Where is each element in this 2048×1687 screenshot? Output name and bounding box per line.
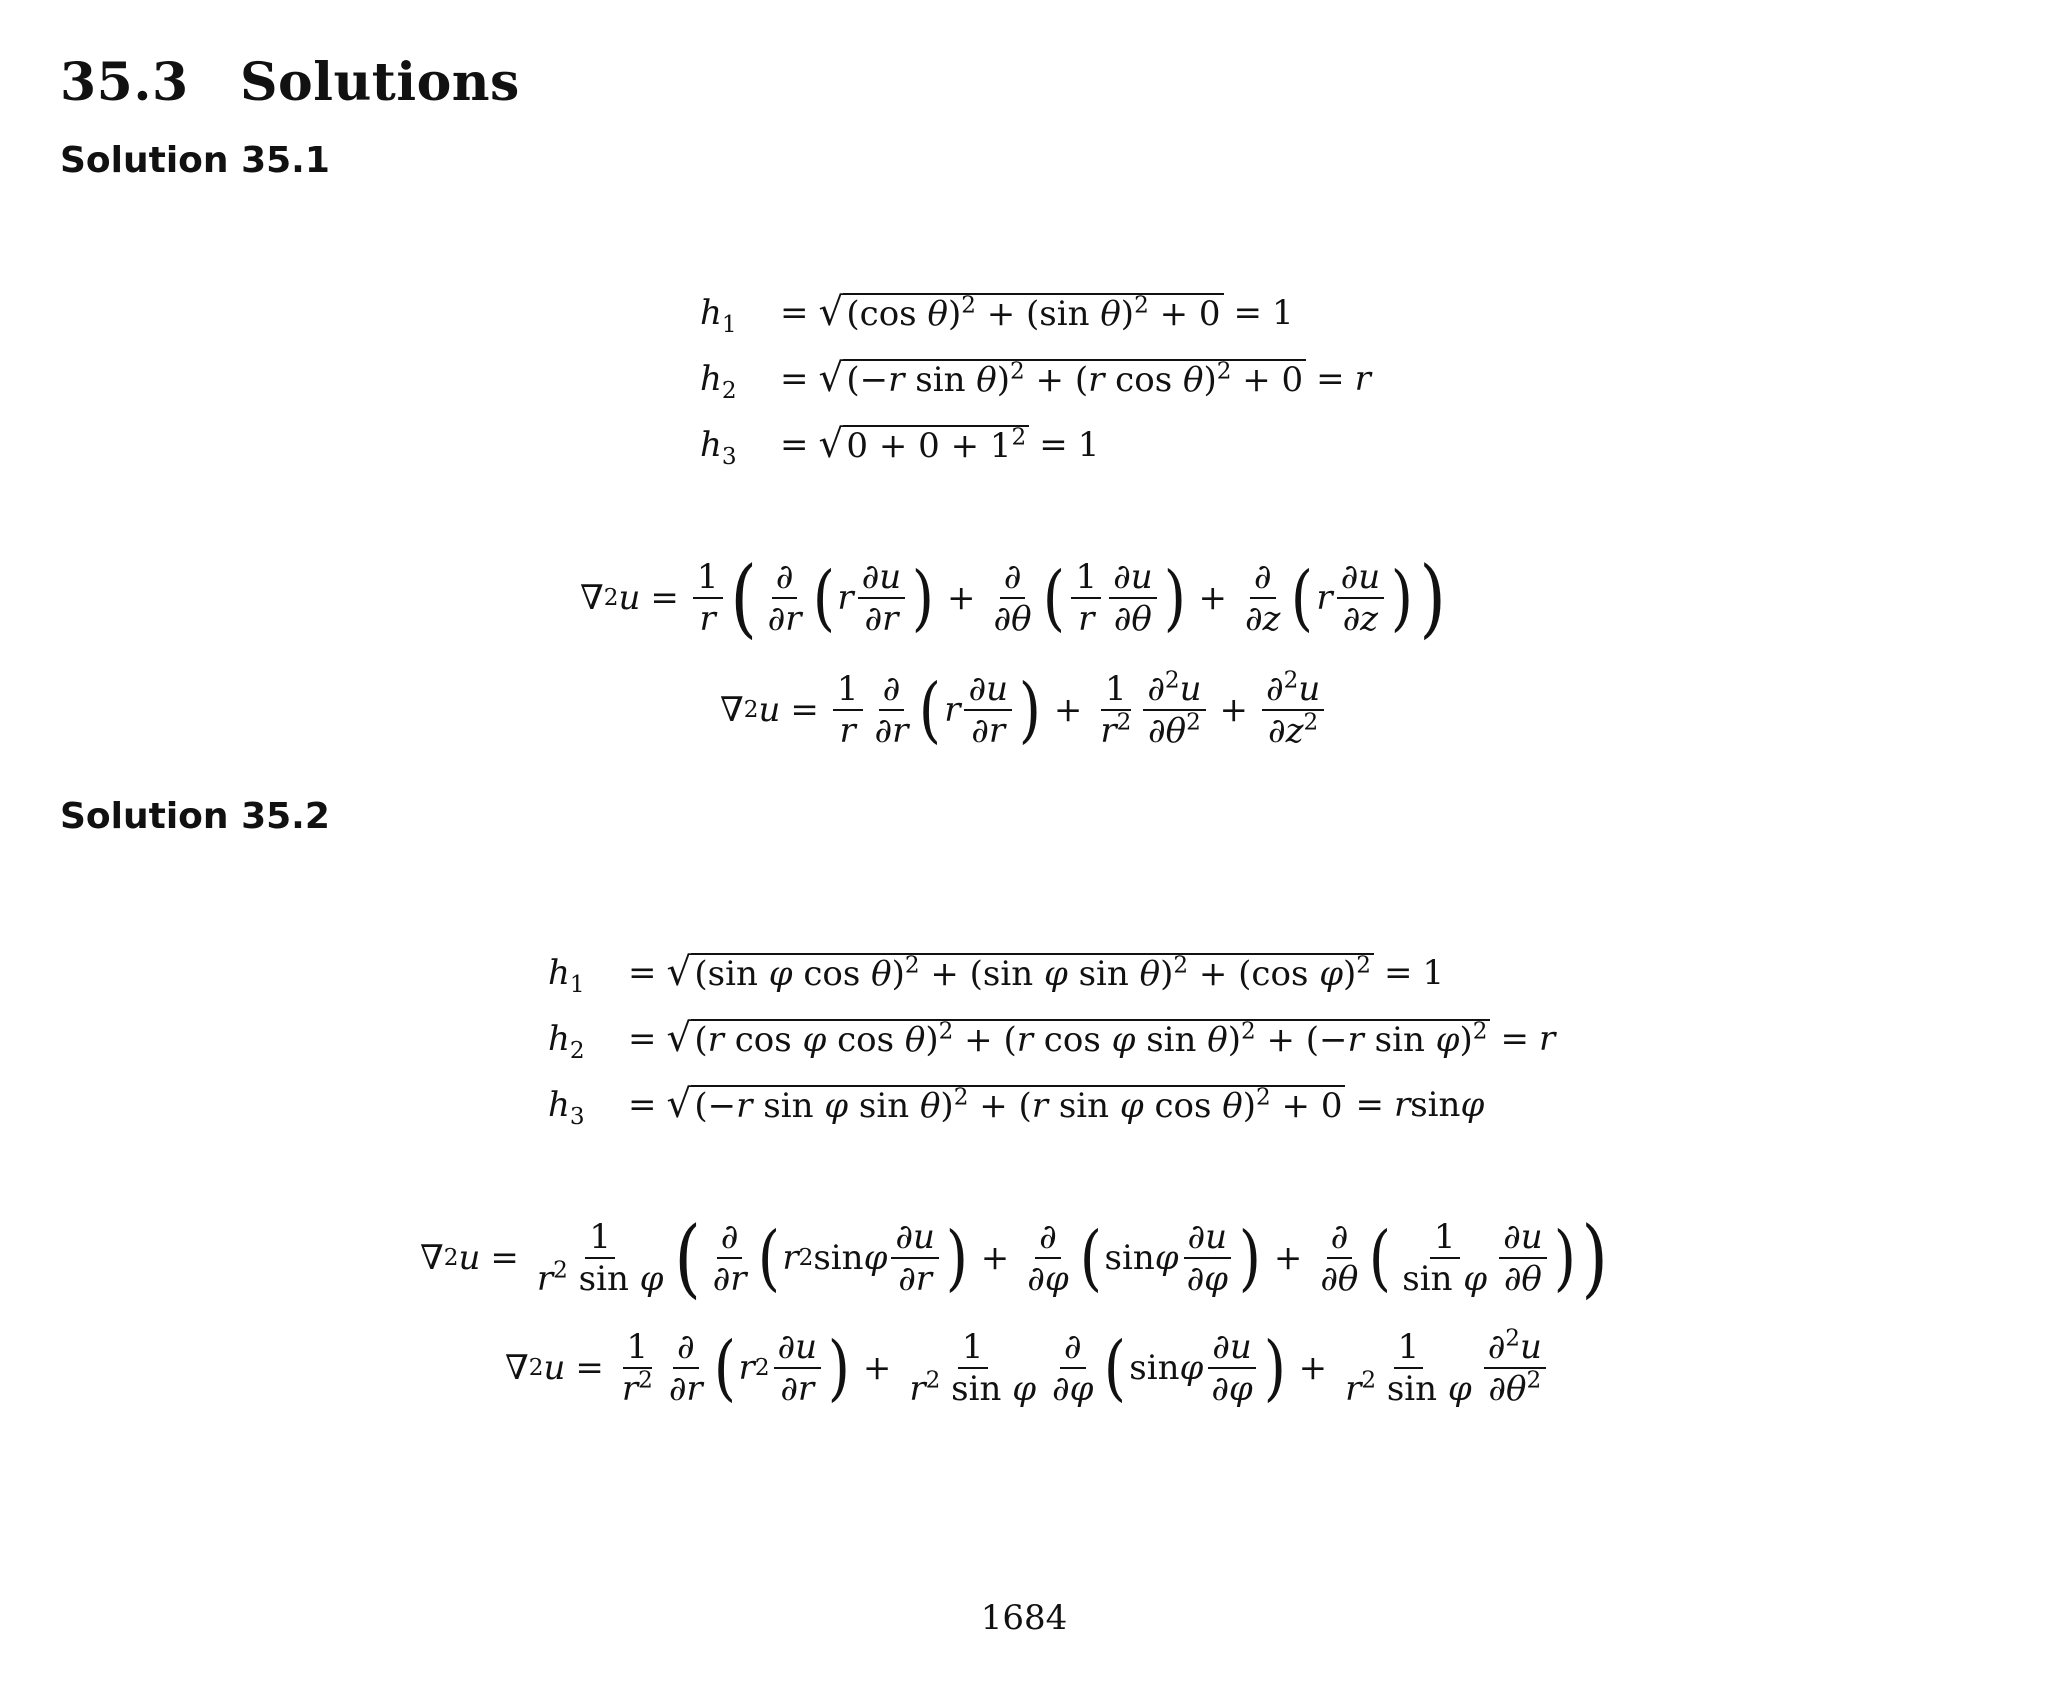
laplacian-spherical-expanded: ∇ 2 u = $\frac{1}{r^2 \sin \varphi}$ ( $\frac{\partial}{\partial r}$ ( r 2 sin φ $\frac{\partial u}{\partial r}$ ) + $\frac{\partial}{\partial\varphi}$ ( sin φ $\frac{\partial u}{\partial\varphi}$ ) + $\frac{\partial}{\partial\theta}$ ( $\frac{1}{\text{sin φ}}$ $\frac{\partial u}{\partial\theta}$ ) )	[420, 1208, 1609, 1308]
scale-factors-spherical	[548, 940, 1555, 1138]
section-name: Solutions	[240, 52, 520, 113]
laplacian-spherical-simplified: ∇ 2 u = $\frac{1}{r^2}$ $\frac{\partial}{\partial r}$ ( r 2 $\frac{\partial u}{\partial r}$ ) + $\frac{1}{r^2 \sin \varphi}$ $\frac{\partial}{\partial\varphi}$ ( sin φ $\frac{\partial u}{\partial\varphi}$ ) + $\frac{1}{r^2 \sin \varphi}$ $\frac{\partial^2u}{\partial\theta^2}$	[505, 1318, 1550, 1418]
equation-h2-cylindrical: $h_2$ = √ (−r sin θ)$^2$ + (r cos θ)$^2$ + 0 = r	[700, 356, 1371, 404]
scale-factors-cylindrical	[700, 280, 1371, 478]
equation-h3-cylindrical: $h_3$ = √ $0 + 0 + 1^2$ = 1	[700, 422, 1100, 470]
section-number: 35.3	[60, 52, 189, 113]
page-number: 1684	[980, 1598, 1068, 1638]
equation-h3-spherical: $h_3$ = √ (−r sin φ sin θ)$^2$ + (r sin φ cos θ)$^2$ + 0 = r sin φ	[548, 1082, 1485, 1130]
solution-heading-1: Solution 35.1	[60, 140, 330, 181]
laplacian-cylindrical-simplified: ∇ 2 u = $\frac{1}{r}$ $\frac{\partial}{\partial r}$ ( r $\frac{\partial u}{\partial r}$ ) + $\frac{1}{r^2}$ $\frac{\partial^2u}{\partial\theta^2}$ + $\frac{\partial^2u}{\partial z^2}$	[720, 660, 1328, 760]
equation-h2-spherical: $h_2$ = √ (r cos φ cos θ)$^2$ + (r cos φ sin θ)$^2$ + (−r sin φ)$^2$ = r	[548, 1016, 1556, 1064]
solution-heading-2: Solution 35.2	[60, 796, 330, 837]
laplacian-cylindrical-expanded: ∇ 2 u = $\frac{1}{r}$ ( $\frac{\partial}{\partial r}$ ( r $\frac{\partial u}{\partial r}$ ) + $\frac{\partial}{\partial\theta}$ ( $\frac{1}{r}$ $\frac{\partial u}{\partial\theta}$ ) + $\frac{\partial}{\partial z}$ ( r $\frac{\partial u}{\partial z}$ ) )	[580, 548, 1446, 648]
equation-h1-spherical: $h_1$ = √ (sin φ cos θ)$^2$ + (sin φ sin θ)$^2$ + (cos φ)$^2$ = 1	[548, 950, 1445, 998]
section-title	[60, 52, 520, 113]
equation-h1-cylindrical: $h_1$ = √ (cos θ)$^2$ + (sin θ)$^2$ + 0 = 1	[700, 290, 1294, 338]
